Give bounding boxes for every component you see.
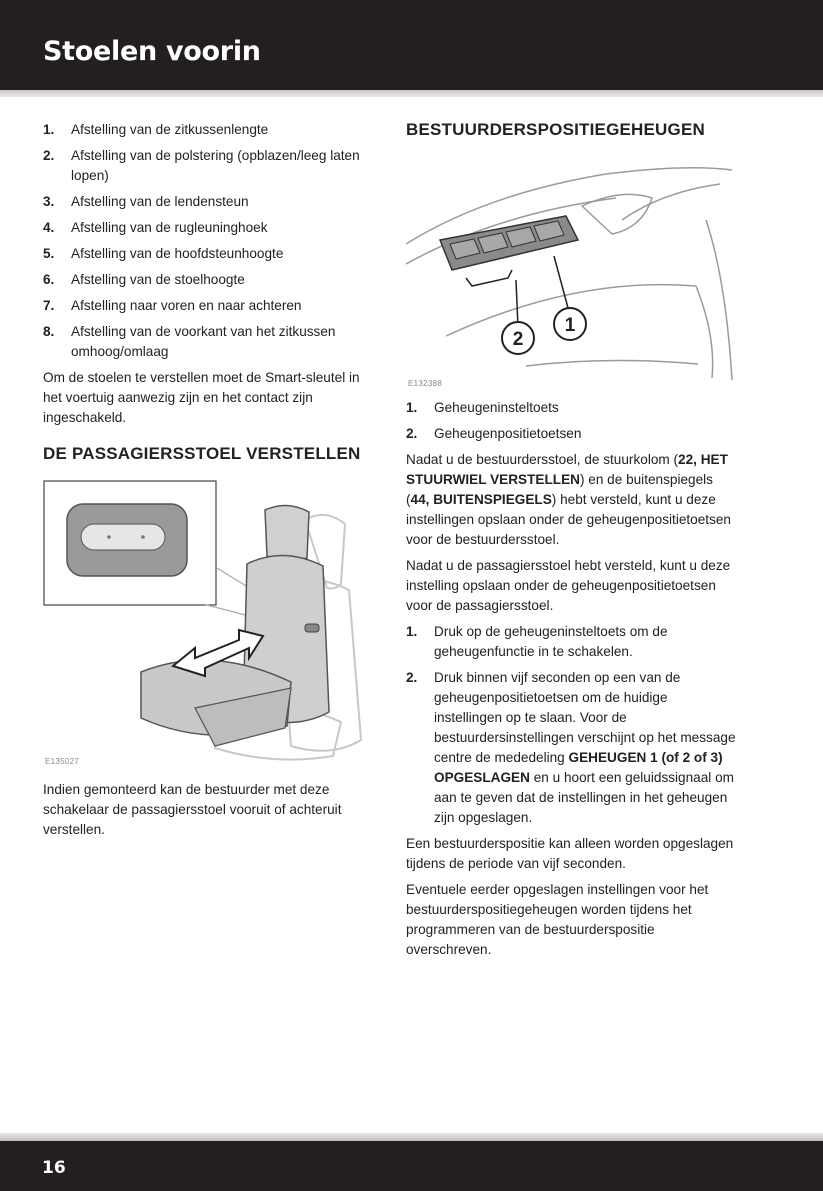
list-item: 1. Geheugeninsteltoets	[406, 400, 559, 415]
right-column	[406, 120, 736, 966]
passenger-paragraph: Indien gemonteerd kan de bestuurder met deze schakelaar de passagiersstoel vooruit of achteruit verstellen.	[43, 782, 342, 837]
callout-1: 1	[564, 315, 576, 336]
list-item: 3. Afstelling van de lendensteun	[43, 194, 249, 209]
memory-saved-message: GEHEUGEN 1 (of 2 of 3) OPGESLAGEN	[434, 750, 723, 785]
header-divider	[0, 90, 823, 97]
list-item: 1. Druk op de geheugeninsteltoets om de geheugenfunctie in te schakelen.	[406, 624, 668, 659]
passenger-seat-illustration	[43, 480, 371, 766]
left-column	[43, 120, 371, 846]
page-footer	[0, 1141, 823, 1191]
overwrite-paragraph: Eventuele eerder opgeslagen instellingen voor het bestuurderspositiegeheugen worden tijdens het programmeren van de bestuurderspositie overschreven.	[406, 882, 709, 957]
passenger-seat-figure	[43, 480, 371, 766]
page-number: 16	[42, 1158, 66, 1178]
passenger-memory-paragraph: Nadat u de passagiersstoel hebt versteld, kunt u deze instelling opslaan onder de geheugenpositietoetsen voor de passagiersstoel.	[406, 558, 731, 613]
steering-wheel-reference: 22, HET STUURWIEL VERSTELLEN	[406, 452, 728, 487]
list-item: 2. Geheugenpositietoetsen	[406, 426, 582, 441]
memory-heading: BESTUURDERSPOSITIEGEHEUGEN	[406, 120, 705, 139]
smart-key-paragraph: Om de stoelen te verstellen moet de Smart-sleutel in het voertuig aanwezig zijn en het contact zijn ingeschakeld.	[43, 370, 360, 425]
list-item: 6. Afstelling van de stoelhoogte	[43, 272, 245, 287]
memory-figure	[406, 160, 734, 386]
adjustment-list	[43, 120, 371, 362]
list-item: 5. Afstelling van de hoofdsteunhoogte	[43, 246, 284, 261]
list-item: 4. Afstelling van de rugleuninghoek	[43, 220, 268, 235]
list-item: 1. Afstelling van de zitkussenlengte	[43, 122, 269, 137]
page-header	[0, 0, 823, 90]
memory-legend	[406, 398, 736, 444]
list-item: 2. Afstelling van de polstering (opblazen/leeg laten lopen)	[43, 148, 360, 183]
list-item: 2. Druk binnen vijf seconden op een van de geheugenpositietoetsen om de huidige instellingen op te slaan. Voor de bestuurdersinstellingen verschijnt op het message centre de mededeling GEHEUGEN 1 (of 2 of 3) OPGESLAGEN en u hoort een geluidssignaal om aan te geven dat de instellingen in het geheugen zijn opgeslagen.	[406, 670, 736, 825]
passenger-seat-heading: DE PASSAGIERSSTOEL VERSTELLEN	[43, 444, 361, 463]
list-item: 7. Afstelling naar voren en naar achteren	[43, 298, 302, 313]
list-item: 8. Afstelling van de voorkant van het zitkussen omhoog/omlaag	[43, 324, 336, 359]
mirrors-reference: 44, BUITENSPIEGELS	[410, 492, 552, 507]
footer-divider	[0, 1133, 823, 1141]
page-title: Stoelen voorin	[43, 36, 261, 67]
memory-steps	[406, 622, 736, 828]
figure-code: E135027	[45, 757, 80, 766]
driver-memory-paragraph: Nadat u de bestuurdersstoel, de stuurkolom (22, HET STUURWIEL VERSTELLEN) en de buitenspiegels (44, BUITENSPIEGELS) hebt versteld, kunt u deze instellingen opslaan onder de geheugenpositietoetsen voor de bestuurdersstoel.	[406, 452, 731, 547]
five-seconds-paragraph: Een bestuurderspositie kan alleen worden opgeslagen tijdens de periode van vijf seconden.	[406, 836, 734, 871]
door-memory-illustration	[406, 160, 734, 386]
callout-2: 2	[512, 329, 524, 350]
figure-code: E132388	[408, 379, 443, 388]
